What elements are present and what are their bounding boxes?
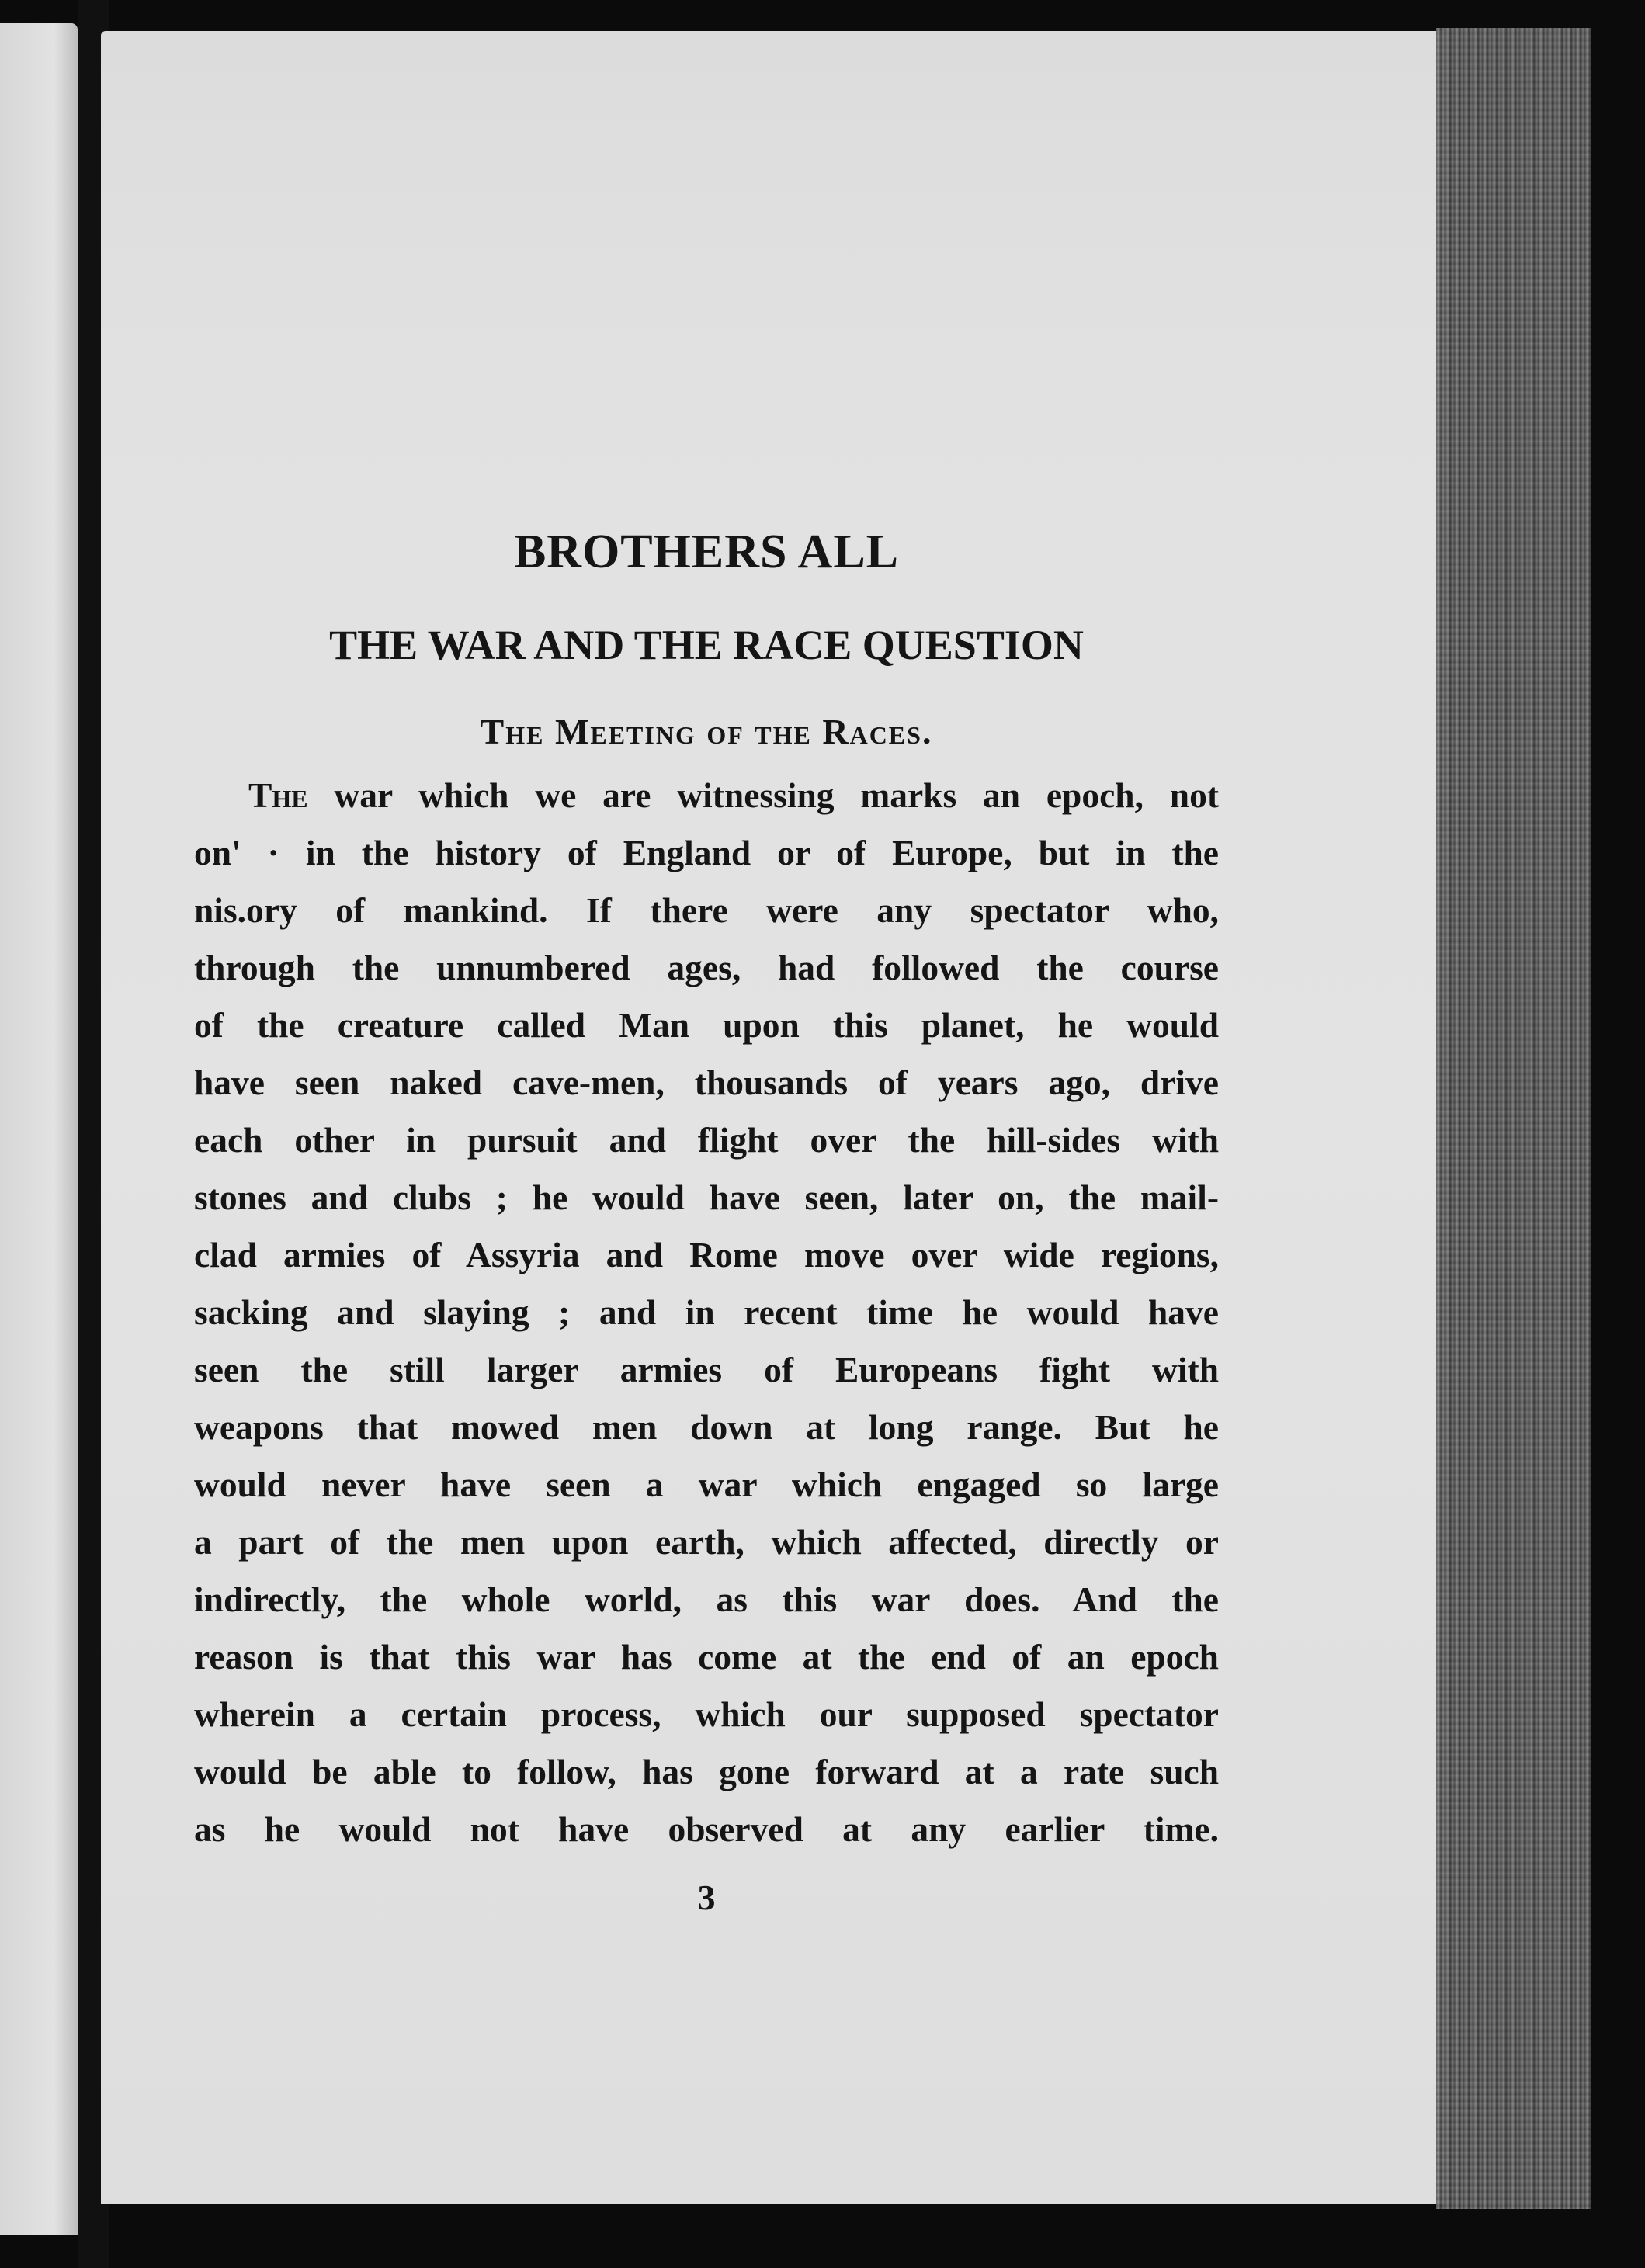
page-text [194, 525, 1219, 1917]
text-line: a part of the men upon earth, which affected, directly or [194, 1522, 1219, 1562]
text-line: of the creature called Man upon this planet, he would [194, 1005, 1219, 1045]
text-line: seen the still larger armies of Europeans fight with [194, 1350, 1219, 1389]
text-line: sacking and slaying ; and in recent time he would have [194, 1292, 1219, 1332]
text-line: as he would not have observed at any earlier time. [194, 1809, 1219, 1849]
text-line: stones and clubs ; he would have seen, later on, the mail- [194, 1177, 1219, 1217]
text-line: would never have seen a war which engaged so large [194, 1465, 1219, 1504]
text-line: would be able to follow, has gone forward at a rate such [194, 1752, 1219, 1791]
page-fore-edge [1436, 28, 1591, 2209]
text-line: clad armies of Assyria and Rome move over wide regions, [194, 1235, 1219, 1274]
text-line: indirectly, the whole world, as this war does. And the [194, 1580, 1219, 1619]
text-line: wherein a certain process, which our supposed spectator [194, 1694, 1219, 1734]
text-line: have seen naked cave-men, thousands of years ago, drive [194, 1063, 1219, 1102]
text-line: weapons that mowed men down at long range. But he [194, 1407, 1219, 1447]
text-line: on' · in the history of England or of Europe, but in the [194, 833, 1219, 872]
book-subtitle: THE WAR AND THE RACE QUESTION [329, 622, 1084, 668]
text-line: each other in pursuit and flight over the hill-sides with [194, 1120, 1219, 1160]
text-line [194, 767, 1219, 824]
section-heading: The Meeting of the Races. [480, 712, 933, 751]
page-number: 3 [697, 1878, 716, 1917]
text-line-content: war which we are witnessing marks an epoch, not [307, 775, 1219, 815]
text-line: nis.ory of mankind. If there were any spectator who, [194, 890, 1219, 930]
text-line: through the unnumbered ages, had followed the course [194, 948, 1219, 987]
book-title: BROTHERS ALL [513, 525, 900, 578]
left-page-edge [0, 23, 78, 2235]
lead-word: The [248, 775, 308, 815]
text-line: reason is that this war has come at the end of an epoch [194, 1637, 1219, 1677]
body-paragraph [194, 767, 1219, 1858]
